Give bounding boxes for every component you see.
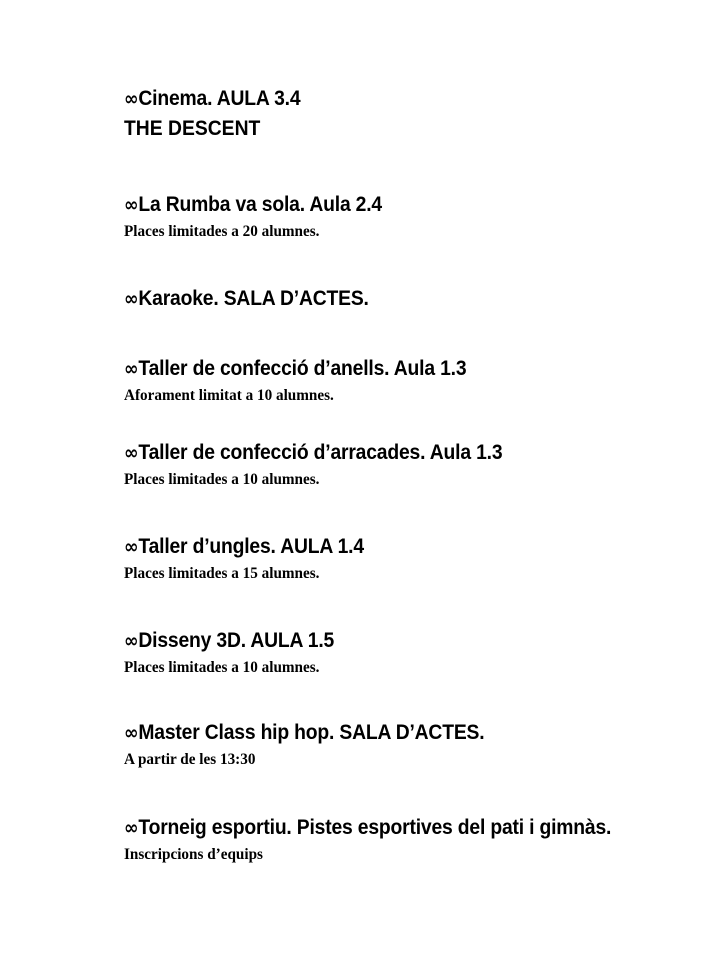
activity-title: ∞Master Class hip hop. SALA D’ACTES. bbox=[124, 721, 485, 744]
activity-title: ∞Karaoke. SALA D’ACTES. bbox=[124, 287, 369, 310]
activity-note: Places limitades a 10 alumnes. bbox=[124, 471, 320, 488]
activity-title: ∞La Rumba va sola. Aula 2.4 bbox=[124, 193, 383, 216]
activity-note: Places limitades a 15 alumnes. bbox=[124, 565, 320, 582]
activity-title: ∞Taller d’ungles. AULA 1.4 bbox=[124, 535, 364, 558]
activity-subtitle: THE DESCENT bbox=[124, 117, 261, 140]
infinity-bullet-icon: ∞ bbox=[124, 88, 139, 110]
activity-karaoke bbox=[124, 284, 704, 314]
activity-title: ∞Disseny 3D. AULA 1.5 bbox=[124, 629, 335, 652]
infinity-bullet-icon: ∞ bbox=[124, 630, 139, 652]
activity-note: Places limitades a 20 alumnes. bbox=[124, 223, 320, 240]
activity-sports-tournament bbox=[124, 813, 704, 865]
activity-earrings-workshop bbox=[124, 438, 704, 490]
activity-note: Inscripcions d’equips bbox=[124, 846, 263, 863]
activity-3d-design bbox=[124, 626, 704, 678]
activity-title: ∞Cinema. AULA 3.4 bbox=[124, 87, 301, 110]
activity-title: ∞Taller de confecció d’arracades. Aula 1.3 bbox=[124, 441, 503, 464]
infinity-bullet-icon: ∞ bbox=[124, 288, 139, 310]
infinity-bullet-icon: ∞ bbox=[124, 442, 139, 464]
infinity-bullet-icon: ∞ bbox=[124, 817, 139, 839]
activity-note: Aforament limitat a 10 alumnes. bbox=[124, 387, 334, 404]
infinity-bullet-icon: ∞ bbox=[124, 722, 139, 744]
activity-title: ∞Taller de confecció d’anells. Aula 1.3 bbox=[124, 357, 467, 380]
activity-note: Places limitades a 10 alumnes. bbox=[124, 659, 320, 676]
activity-rings-workshop bbox=[124, 354, 704, 406]
activity-rumba bbox=[124, 190, 704, 242]
activity-hip-hop-masterclass bbox=[124, 718, 704, 770]
activity-nails-workshop bbox=[124, 532, 704, 584]
activity-cinema bbox=[124, 84, 704, 144]
activity-note: A partir de les 13:30 bbox=[124, 751, 256, 768]
activity-title: ∞Torneig esportiu. Pistes esportives del pati i gimnàs. bbox=[124, 816, 612, 839]
infinity-bullet-icon: ∞ bbox=[124, 358, 139, 380]
infinity-bullet-icon: ∞ bbox=[124, 194, 139, 216]
infinity-bullet-icon: ∞ bbox=[124, 536, 139, 558]
